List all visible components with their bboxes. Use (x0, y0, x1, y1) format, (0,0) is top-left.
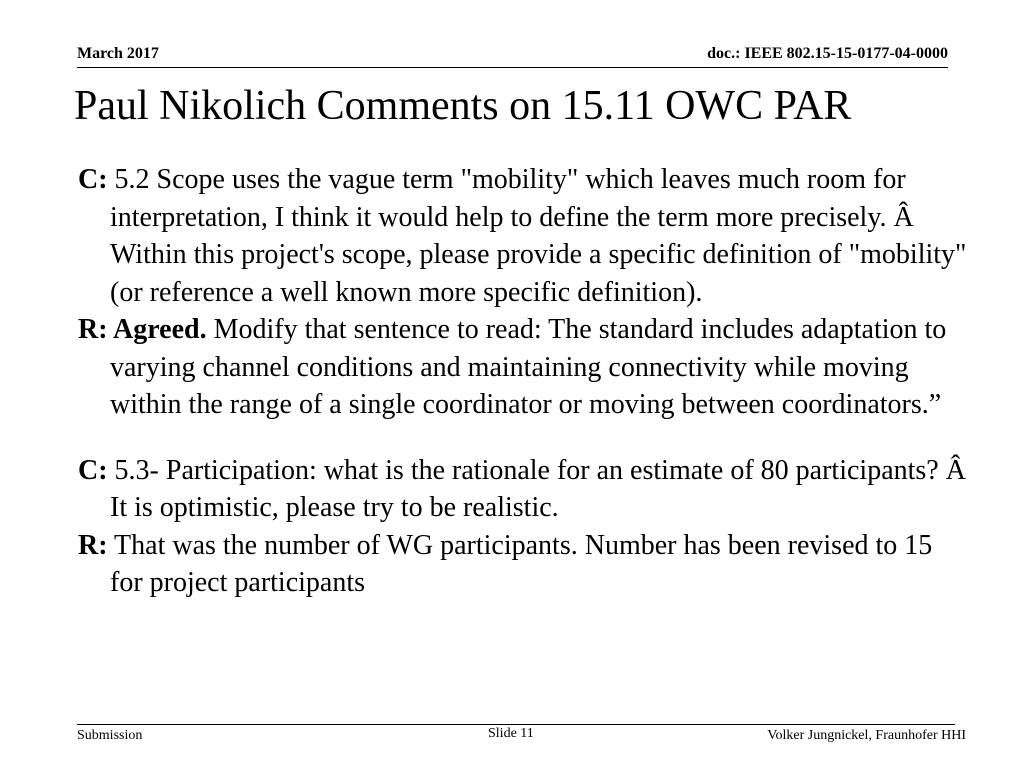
comment-text: 5.2 Scope uses the vague term "mobility" which leaves much room for interpretation, I think it would help to define the term more precisely. Â Within this project's scope, please provide a specific definition of "mobility" (or reference a well known more specific definition). (107, 164, 967, 308)
comment-text: 5.3- Participation: what is the rationale for an estimate of 80 participants? Â It is optimistic, please try to be realistic. (107, 454, 966, 523)
header-divider (77, 67, 948, 68)
response-emphasis: Agreed. (107, 314, 207, 345)
slide-title: Paul Nikolich Comments on 15.11 OWC PAR (74, 83, 852, 129)
comment-label: C: (78, 164, 108, 195)
response-label: R: (78, 529, 108, 561)
response-label: R: (78, 314, 108, 345)
slide-body (78, 161, 968, 602)
header-doc-id: doc.: IEEE 802.15-15-0177-04-0000 (707, 45, 948, 62)
footer-author: Volker Jungnickel, Fraunhofer HHI (767, 728, 966, 743)
comment-label: C: (78, 454, 108, 486)
comment-2 (78, 452, 968, 527)
comment-1 (78, 161, 968, 311)
footer-submission: Submission (77, 728, 143, 743)
footer-divider (77, 724, 955, 725)
paragraph-spacer (78, 424, 968, 452)
response-1 (78, 311, 968, 424)
header-date: March 2017 (77, 45, 159, 62)
response-text: Modify that sentence to read: The standard includes adaptation to varying channel conditions and maintaining connectivity while moving within the range of a single coordinator or moving between coordinators.” (110, 314, 947, 420)
response-text: That was the number of WG participants. Number has been revised to 15 for project participants (107, 529, 933, 598)
slide-number: Slide 11 (488, 726, 534, 741)
response-2 (78, 527, 968, 602)
